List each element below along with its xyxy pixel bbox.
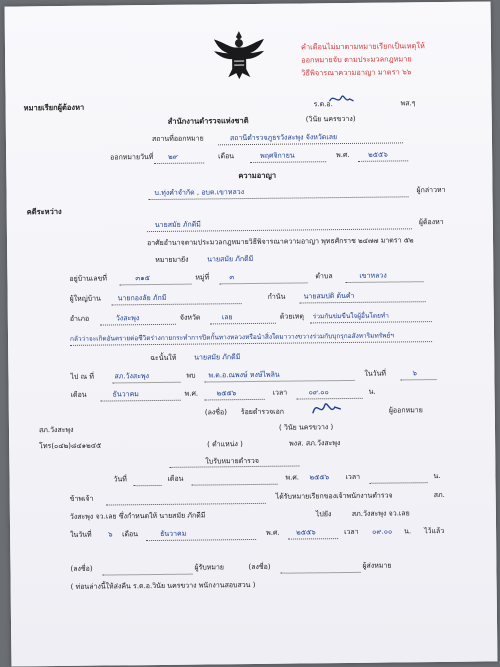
district-value: วังสะพุง — [115, 314, 140, 323]
header-signature — [327, 91, 355, 109]
tambon-value: เขาหลวง — [359, 271, 387, 280]
receipt-me-label: ข้าพเจ้า — [69, 494, 94, 503]
issue-year-label: พ.ศ. — [336, 150, 350, 160]
reason-label: ด้วยเหตุ — [279, 312, 305, 321]
appear-officer: พ.ต.อ.ณพงษ์ หงษ์ไพลิน — [208, 370, 280, 380]
province-label: จังหวัด — [179, 313, 201, 322]
issuer-role: ผู้ออกหมาย — [388, 406, 423, 415]
receipt-year: ๒๕๕๖ — [309, 473, 330, 482]
receipt-time: ๐๙.๐๐ — [372, 527, 393, 536]
issuer-signature — [309, 395, 345, 423]
sender-label: ผู้ส่งหมาย — [362, 561, 392, 570]
position-label: ( ตำแหน่ง ) — [207, 440, 243, 449]
appear-time-unit: น. — [368, 387, 376, 396]
station-phone: โทร(๐๔๒)๘๔๑๒๔๕ — [39, 441, 102, 451]
receipt-month: ธันวาคม — [160, 529, 187, 538]
issue-month: พฤศจิกายน — [260, 151, 295, 160]
summon-to-label: หมายมายัง — [155, 255, 189, 264]
appear-time: ๐๙.๐๐ — [308, 388, 329, 397]
receipt-month-label-2: เดือน — [122, 530, 139, 539]
appear-month: ธันวาคม — [112, 390, 139, 399]
receipt-destination: สภ.วังสะพุง จว.เลย — [351, 509, 410, 518]
reason-continued: กลัวว่าจะเกิดอันตรายต่อชีวิตร่างกายกระทำการปิดกั้นทางหลวงหรือนำสิ่งใดมาวางขวางร่วมกับบุกรุกอสังหาริมทรัพย์ฯ — [69, 331, 394, 343]
receipt-org: สภ. — [433, 490, 445, 500]
district-label: อำเภอ — [69, 314, 90, 323]
receipt-time-label-2: เวลา — [344, 527, 359, 537]
issue-date-label: ออกหมายวันที่ — [110, 153, 154, 162]
province-value: เลย — [221, 313, 233, 322]
position-value: พงส. สภ.วังสะพุง — [289, 439, 341, 448]
appear-year: ๒๕๕๖ — [216, 389, 237, 398]
header-form: พส.ๆ — [400, 99, 416, 108]
receipt-time-label: เวลา — [345, 472, 361, 482]
summon-to-value: นายสมัย ภักดีมี — [207, 254, 254, 264]
issuer-name: ( วินัย นครขวาง ) — [278, 423, 334, 432]
appear-year-label: พ.ศ. — [184, 389, 199, 398]
warning-line-1: คำเตือนไม่มาตามหมายเรียกเป็นเหตุให้ — [300, 41, 425, 52]
kamnan-label: กำนัน — [267, 292, 286, 301]
issue-place-value: สถานีตำรวจภูธรวังสะพุง จังหวัดเลย — [229, 133, 338, 143]
appear-go-label: ไป ณ ที่ — [70, 372, 95, 381]
issue-place-label: สถานที่ออกหมาย — [151, 134, 204, 144]
receipt-text: ได้รับหมายเรียกของเจ้าพนักงานตำรวจ — [275, 491, 393, 501]
receipt-year-label: พ.ศ. — [285, 473, 300, 482]
receipt-time-unit: น. — [433, 472, 441, 481]
receipt-month-label: เดือน — [167, 474, 184, 483]
house-number: ๓๑๕ — [135, 274, 150, 283]
house-label: อยู่บ้านเลขที่ — [69, 274, 107, 283]
receipt-done: ไว้แล้ว — [424, 526, 445, 536]
order-label: ฉะนั้นให้ — [150, 353, 177, 363]
appear-month-label: เดือน — [70, 390, 87, 399]
receiver-sign-label: (ลงชื่อ) — [70, 564, 93, 573]
order-value: นายสมัย ภักดีมี — [194, 353, 241, 362]
issuer-sign-label: (ลงชื่อ) — [204, 408, 227, 417]
receipt-year-label-2: พ.ศ. — [266, 528, 280, 537]
receipt-day: ๖ — [108, 530, 113, 539]
office-title: สำนักงานตำรวจแห่งชาติ — [167, 116, 249, 126]
appear-time-label: เวลา — [272, 388, 288, 397]
defendant-role: ผู้ต้องหา — [418, 217, 444, 227]
village-head-label: ผู้ใหญ่บ้าน — [69, 294, 101, 303]
between-label: คดีระหว่าง — [26, 206, 62, 217]
warning-line-2: ออกหมายจับ ตามประมวลกฎหมาย — [301, 54, 412, 65]
plaintiff-role: ผู้กล่าวหา — [416, 185, 446, 195]
summons-document — [5, 1, 498, 666]
appear-place: สภ.วังสะพุง — [114, 372, 150, 381]
sender-sign-label: (ลงชื่อ) — [248, 562, 271, 572]
receipt-place: วังสะพุง จว.เลย ซึ่งกำหนดให้ นายสมัย ภักดีมี — [69, 511, 206, 521]
warning-line-3: วิธีพิจารณาความอาญา มาตรา ๖๖ — [301, 67, 412, 78]
kamnan-value: นายสมปติ ต้นคำ — [303, 291, 355, 301]
receipt-time-unit-2: น. — [404, 527, 412, 536]
receiver-label: ผู้รับหมาย — [194, 563, 225, 572]
moo-label: หมู่ที่ — [195, 273, 210, 282]
receipt-day-label: วันที่ — [113, 475, 127, 484]
receipt-go-label: ไปยัง — [315, 510, 332, 519]
plaintiff-value: บ.ทุ่งคำจำกัด , อบต.เขาหลวง — [154, 188, 245, 198]
issue-year: ๒๕๕๖ — [368, 150, 388, 159]
document-type: หมายเรียกผู้ต้องหา — [23, 102, 85, 113]
header-rank: ร.ต.อ. — [313, 100, 333, 109]
appear-on-day-label: ในวันที่ — [364, 369, 387, 378]
tambon-label: ตำบล — [315, 272, 333, 281]
garuda-emblem-icon — [210, 29, 269, 82]
receipt-title: ใบรับหมายตำรวจ — [205, 456, 259, 466]
appear-day: ๖ — [412, 369, 417, 378]
receipt-year-2: ๒๕๕๖ — [296, 528, 316, 537]
appear-meet-label: พบ — [186, 371, 196, 380]
case-title: ความอาญา — [238, 170, 277, 181]
moo-number: ๓ — [229, 273, 235, 282]
issue-month-label: เดือน — [218, 152, 235, 161]
issuer-rank: ร้อยตำรวจเอก — [240, 407, 285, 417]
station-name: สภ.วังสะพุง — [38, 425, 74, 435]
issue-day: ๒๙ — [168, 152, 178, 161]
reason-value: ร่วมกันข่มขืนใจผู้อื่นโดยทำ — [312, 311, 389, 321]
receipt-on-day-label: ในวันที่ — [70, 530, 92, 539]
law-reference: อาศัยอำนาจตามประมวลกฎหมายวิธีพิจารณาความอาญา พุทธศักราช ๒๔๗๗ มาตรา ๕๒ — [147, 236, 414, 248]
village-head-value: นายกองลัย ภักมี — [117, 293, 167, 303]
header-name: (วินัย นครขวาง) — [305, 114, 356, 124]
defendant-value: นายสมัย ภักดีมี — [154, 220, 201, 230]
footnote: ( ท่อนล่างนี้ให้ส่งคืน ร.ต.อ.วินัย นครขวาง พนักงานสอบสวน ) — [70, 580, 256, 591]
